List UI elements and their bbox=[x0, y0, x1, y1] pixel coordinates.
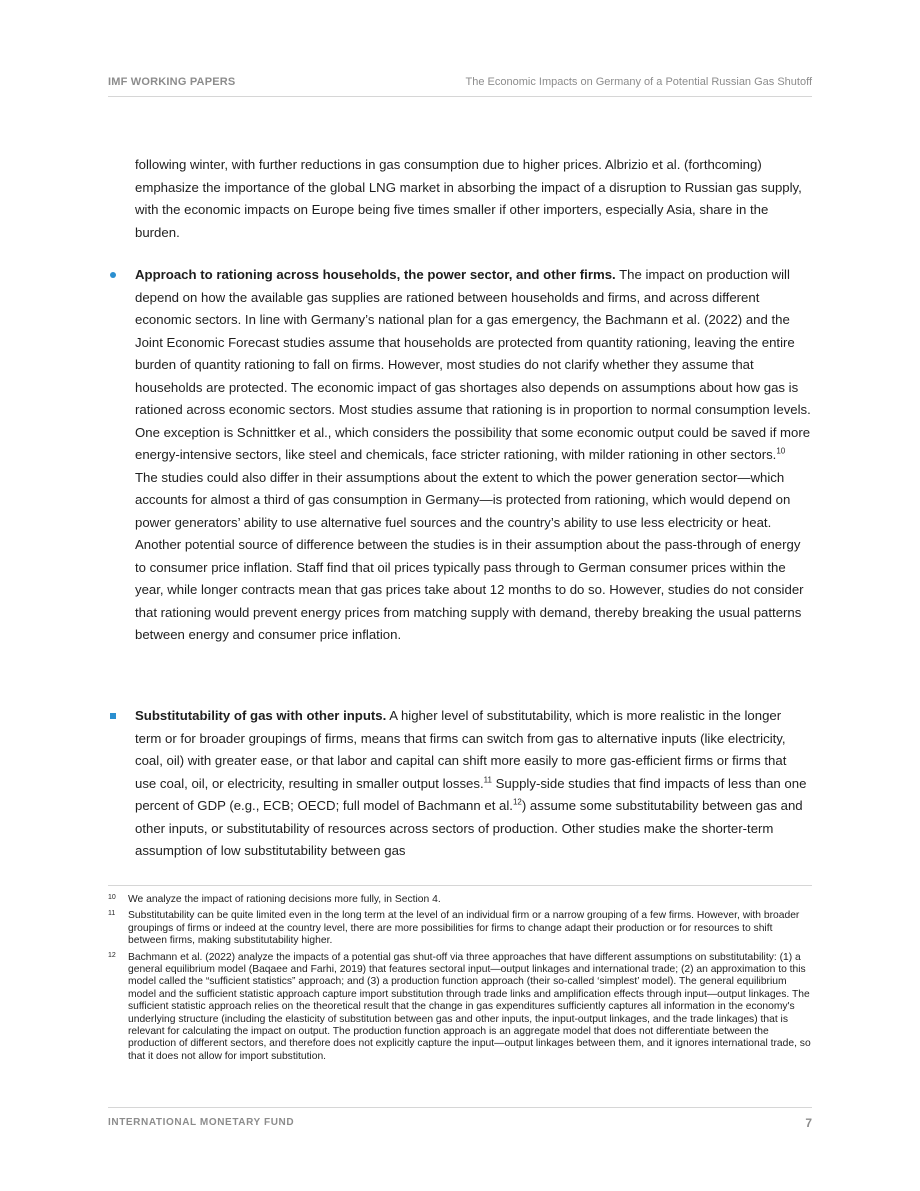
page-number: 7 bbox=[805, 1116, 812, 1130]
header-paper-title: The Economic Impacts on Germany of a Potential Russian Gas Shutoff bbox=[465, 76, 812, 88]
bullet-substitutability-text-a: A higher level of substitutability, which is more realistic in the longer term or for broader groupings of firms, means that firms can switch from gas to alternative inputs (like electricity, coal, oil) with greater ease, or that labor and capital can shift more easily to more gas-efficient firms or firms that use coal, oil, or electricity, resulting in smaller output losses. bbox=[135, 708, 787, 791]
bullet-rationing-heading: Approach to rationing across households, the power sector, and other firms. bbox=[135, 267, 616, 282]
bullet-substitutability bbox=[135, 705, 811, 863]
bullet-rationing-text-a: The impact on production will depend on how the available gas supplies are rationed between households and firms, and across different economic sectors. In line with Germany’s national plan for a gas emergency, the Bachmann et al. (2022) and the Joint Economic Forecast studies assume that households are protected from quantity rationing, leaving the entire burden of quantity rationing to fall on firms. However, most studies do not clarify whether they assume that households are protected. The economic impact of gas shortages also depends on assumptions about how gas is rationed across economic sectors. Most studies assume that rationing is in proportion to normal consumption levels. One exception is Schnittker et al., which considers the possibility that some economic output could be saved if more energy-intensive sectors, like steel and chemicals, face stricter rationing, with milder rationing in other sectors. bbox=[135, 267, 811, 462]
footnote-10 bbox=[108, 894, 812, 906]
bullet-substitutability-text-c: ) assume some substitutability between gas and other inputs, or substitutability of resources across sectors of production. Other studies make the shorter-term assumption of low substitutability between gas bbox=[135, 798, 803, 858]
footnote-11 bbox=[108, 910, 812, 947]
header-series-title: IMF WORKING PAPERS bbox=[108, 76, 236, 88]
footnote-number: 12 bbox=[108, 951, 116, 959]
bullet-rationing-text-b: The studies could also differ in their assumptions about the extent to which the power generation sector—which accounts for almost a third of gas consumption in Germany—is protected from rationing, which would depend on power generators’ ability to use alternative fuel sources and the country’s ability to use less electricity or heat. Another potential source of difference between the studies is in their assumption about the pass-through of energy to consumer price inflation. Staff find that oil prices typically pass through to German consumer prices within the year, while longer contracts mean that gas prices take about 12 months to do so. However, studies do not consider that rationing would prevent energy prices from matching supply with demand, thereby breaking the usual patterns between energy and consumer price inflation. bbox=[135, 469, 804, 642]
footnote-number: 11 bbox=[108, 910, 116, 918]
footnote-ref-11[interactable]: 11 bbox=[483, 775, 492, 785]
footnote-12 bbox=[108, 952, 812, 1064]
footnote-divider bbox=[108, 885, 812, 886]
footer-divider bbox=[108, 1107, 812, 1108]
footnotes bbox=[108, 894, 812, 1067]
footnote-text: We analyze the impact of rationing decisions more fully, in Section 4. bbox=[128, 894, 441, 905]
footnote-ref-10[interactable]: 10 bbox=[776, 446, 786, 456]
bullet-substitutability-heading: Substitutability of gas with other inputs. bbox=[135, 708, 387, 723]
footnote-ref-12[interactable]: 12 bbox=[512, 797, 522, 807]
bullet-square-icon bbox=[110, 713, 116, 719]
footnote-text: Bachmann et al. (2022) analyze the impacts of a potential gas shut-off via three approaches that have different assumptions on substitutability: (1) a general equilibrium model (Baqaee and Farhi, 2019) that features sectoral input—output linkages and international trade; (2) an approximation to this model called the “sufficient statistics” approach; and (3) a production function approach (their so-called ‘simplest’ model). The general equilibrium model and the sufficient statistic approach capture import substitution through trade links and amplification effects through input—output linkages. The sufficient statistic approach relies on the theoretical result that the change in gas expenditures sufficiently captures all information in the economy's underlying structure (including the elasticity of substitution between gas and other inputs, the input-output linkages, and the trade linkages) that is relevant for calculating the impact on output. The production function approach is an aggregate model that does not differentiate between the production of different sectors, and therefore does not explicitly capture the input—output linkages between them, and it ignores international trade, so that it does not allow for import substitution. bbox=[128, 951, 811, 1062]
bullet-rationing bbox=[135, 264, 811, 647]
footnote-text: Substitutability can be quite limited even in the long term at the level of an individual firm or a narrow grouping of a few firms. However, with broader groupings of firms or indeed at the country level, there are more possibilities for firms to change adapt their production or for resources to shift between firms, making substitutability higher. bbox=[128, 910, 800, 947]
running-header bbox=[108, 76, 812, 97]
bullet-circle-icon bbox=[110, 272, 116, 278]
intro-paragraph: following winter, with further reductions in gas consumption due to higher prices. Albrizio et al. (forthcoming) emphasize the importance of the global LNG market in absorbing the impact of a disruption to Russian gas supply, with the economic impacts on Europe being five times smaller if other importers, especially Asia, share in the burden. bbox=[135, 157, 802, 240]
bullet-substitutability-text-b: Supply-side studies that find impacts of less than one percent of GDP (e.g., ECB; OECD; full model of Bachmann et al. bbox=[135, 775, 807, 813]
footer-organization: INTERNATIONAL MONETARY FUND bbox=[108, 1117, 295, 1128]
footnote-number: 10 bbox=[108, 894, 116, 901]
